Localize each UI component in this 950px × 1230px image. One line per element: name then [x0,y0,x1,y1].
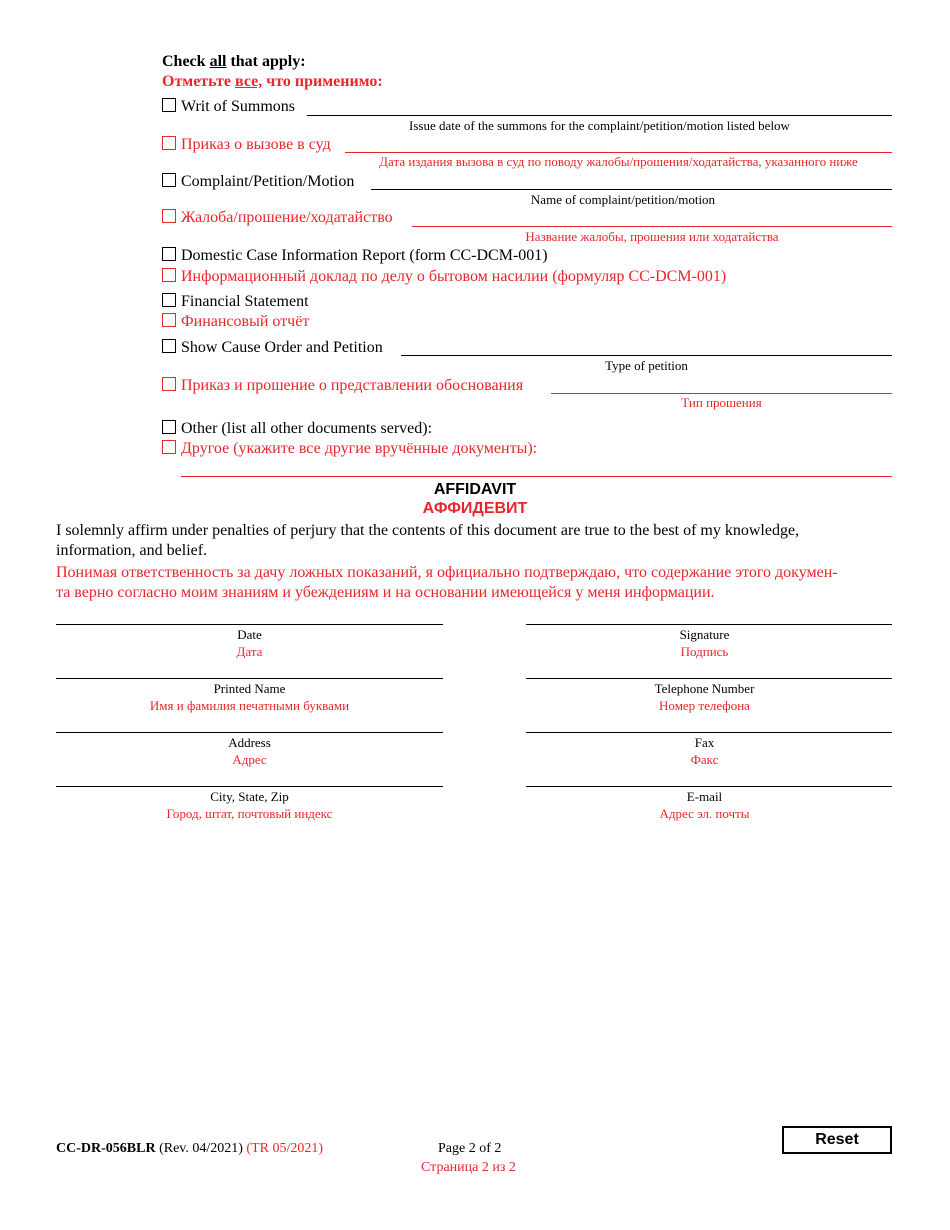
show-cause-caption-ru: Тип прошения [681,395,762,410]
writ-of-summons-checkbox[interactable] [162,98,176,112]
affidavit-text-en-1: I solemnly affirm under penalties of perjury that the contents of this document are true to the best of my knowledge, [56,522,800,539]
show-cause-checkbox-ru[interactable] [162,377,176,391]
form-revision: (Rev. 04/2021) [155,1141,247,1156]
address-field[interactable] [56,732,443,733]
complaint-name-field-ru[interactable] [412,226,892,227]
other-checkbox-ru[interactable] [162,440,176,454]
complaint-caption-ru: Название жалобы, прошения или ходатайства [525,229,779,244]
show-cause-type-field[interactable] [401,355,892,356]
date-field[interactable] [56,624,443,625]
printed-name-label-ru: Имя и фамилия печатными буквами [149,698,350,713]
address-label-ru: Адрес [232,752,267,767]
affidavit-text-ru-1: Понимая ответственность за дачу ложных показаний, я официально подтверждаю, что содержание этого докумен- [56,564,838,581]
reset-button[interactable]: Reset [782,1126,892,1154]
complaint-label: Complaint/Petition/Motion [181,173,355,190]
other-documents-field[interactable] [181,476,892,477]
other-label: Other (list all other documents served): [181,420,433,437]
show-cause-checkbox[interactable] [162,339,176,353]
writ-issue-date-field-ru[interactable] [345,152,892,153]
fax-label-en: Fax [694,735,715,750]
form-translation-revision: (TR 05/2021) [246,1141,324,1156]
form-id: CC-DR-056BLR [56,1141,156,1156]
complaint-caption-en: Name of complaint/petition/motion [530,192,716,207]
complaint-checkbox-ru[interactable] [162,209,176,223]
email-field[interactable] [526,786,892,787]
fax-label-ru: Факс [690,752,719,767]
show-cause-label-ru: Приказ и прошение о представлении обоснования [181,377,524,394]
show-cause-caption-en: Type of petition [605,358,688,373]
domestic-report-checkbox[interactable] [162,247,176,261]
telephone-label-en: Telephone Number [654,681,755,696]
page-number-en: Page 2 of 2 [438,1141,502,1156]
check-all-heading-en: Check all that apply: [162,53,306,70]
writ-of-summons-label: Writ of Summons [181,98,296,115]
printed-name-field[interactable] [56,678,443,679]
city-state-zip-label-en: City, State, Zip [210,789,289,804]
financial-statement-checkbox-ru[interactable] [162,313,176,327]
writ-caption-ru: Дата издания вызова в суд по поводу жалобы/прошения/ходатайства, указанного ниже [379,154,858,169]
affidavit-text-ru-2: та верно согласно моим знаниям и убеждениям и на основании имеющейся у меня информации. [56,584,715,601]
check-all-heading-ru: Отметьте все, что применимо: [162,73,383,90]
affidavit-title-ru: АФФИДЕВИТ [422,500,528,517]
writ-of-summons-checkbox-ru[interactable] [162,136,176,150]
form-identifier [56,1141,323,1157]
page-number-ru: Страница 2 из 2 [421,1160,516,1175]
date-label-ru: Дата [236,644,263,659]
domestic-report-label: Domestic Case Information Report (form CC-DCM-001) [181,247,548,264]
financial-statement-checkbox[interactable] [162,293,176,307]
city-state-zip-label-ru: Город, штат, почтовый индекс [166,806,333,821]
signature-label-ru: Подпись [680,644,729,659]
writ-caption-en: Issue date of the summons for the complaint/petition/motion listed below [409,118,790,133]
telephone-field[interactable] [526,678,892,679]
show-cause-label: Show Cause Order and Petition [181,339,383,356]
address-label-en: Address [228,735,271,750]
telephone-label-ru: Номер телефона [659,698,750,713]
complaint-name-field[interactable] [371,189,892,190]
show-cause-type-field-ru[interactable] [551,393,892,394]
printed-name-label-en: Printed Name [213,681,286,696]
signature-field[interactable] [526,624,892,625]
writ-issue-date-field[interactable] [307,115,892,116]
affidavit-text-en-2: information, and belief. [56,542,208,559]
email-label-en: E-mail [686,789,723,804]
fax-field[interactable] [526,732,892,733]
complaint-checkbox[interactable] [162,173,176,187]
city-state-zip-field[interactable] [56,786,443,787]
domestic-report-label-ru: Информационный доклад по делу о бытовом насилии (формуляр CC-DCM-001) [181,268,727,285]
financial-statement-label-ru: Финансовый отчёт [181,313,310,330]
financial-statement-label: Financial Statement [181,293,309,310]
date-label-en: Date [237,627,262,642]
affidavit-title-en: AFFIDAVIT [433,481,517,498]
email-label-ru: Адрес эл. почты [659,806,750,821]
other-label-ru: Другое (укажите все другие вручённые документы): [181,440,538,457]
other-checkbox[interactable] [162,420,176,434]
domestic-report-checkbox-ru[interactable] [162,268,176,282]
signature-label-en: Signature [679,627,730,642]
writ-of-summons-label-ru: Приказ о вызове в суд [181,136,331,153]
complaint-label-ru: Жалоба/прошение/ходатайство [181,209,393,226]
